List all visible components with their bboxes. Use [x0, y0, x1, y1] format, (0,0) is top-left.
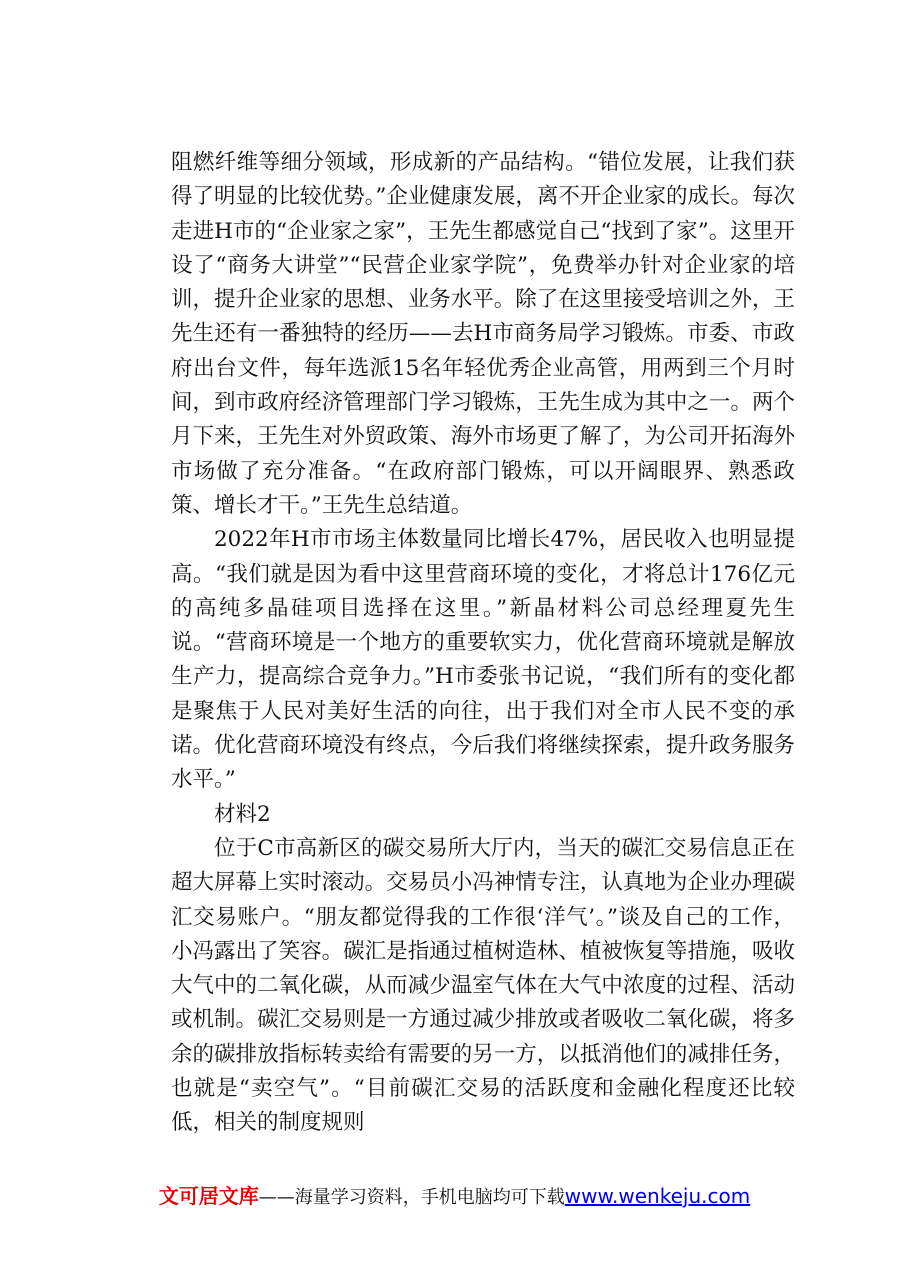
footer-banner	[0, 1180, 909, 1209]
footer-brand: 文可居文库	[158, 1184, 259, 1208]
document-body	[171, 146, 795, 1141]
paragraph-2: 2022年H市市场主体数量同比增长47%，居民收入也明显提高。“我们就是因为看中这里营商环境的变化，才将总计176亿元的高纯多晶硅项目选择在这里。”新晶材料公司总经理夏先生说。“营商环境是一个地方的重要软实力，优化营商环境就是解放生产力，提高综合竞争力。”H市委张书记说，“我们所有的变化都是聚焦于人民对美好生活的向往，出于我们对全市人民不变的承诺。优化营商环境没有终点，今后我们将继续探索，提升政务服务水平。”	[171, 527, 795, 793]
section-heading-material-2: 材料2	[214, 801, 271, 827]
footer-tagline: ——海量学习资料，手机电脑均可下载	[258, 1187, 565, 1208]
paragraph-1: 阻燃纤维等细分领域，形成新的产品结构。“错位发展，让我们获得了明显的比较优势。”企业健康发展，离不开企业家的成长。每次走进H市的“企业家之家”，王先生都感觉自己“找到了家”。这里开设了“商务大讲堂”“民营企业家学院”，免费举办针对企业家的培训，提升企业家的思想、业务水平。除了在这里接受培训之外，王先生还有一番独特的经历——去H市商务局学习锻炼。市委、市政府出台文件，每年选派15名年轻优秀企业高管，用两到三个月时间，到市政府经济管理部门学习锻炼，王先生成为其中之一。两个月下来，王先生对外贸政策、海外市场更了解了，为公司开拓海外市场做了充分准备。“在政府部门锻炼，可以开阔眼界、熟悉政策、增长才干。”王先生总结道。	[171, 150, 795, 518]
paragraph-3: 位于C市高新区的碳交易所大厅内，当天的碳汇交易信息正在超大屏幕上实时滚动。交易员小冯神情专注，认真地为企业办理碳汇交易账户。“朋友都觉得我的工作很‘洋气’。”谈及自己的工作，小冯露出了笑容。碳汇是指通过植树造林、植被恢复等措施，吸收大气中的二氧化碳，从而减少温室气体在大气中浓度的过程、活动或机制。碳汇交易则是一方通过减少排放或者吸收二氧化碳，将多余的碳排放指标转卖给有需要的另一方，以抵消他们的减排任务，也就是“卖空气”。“目前碳汇交易的活跃度和金融化程度还比较低，相关的制度规则	[171, 835, 795, 1136]
footer-website-link[interactable]: www.wenkeju.com	[564, 1184, 751, 1208]
